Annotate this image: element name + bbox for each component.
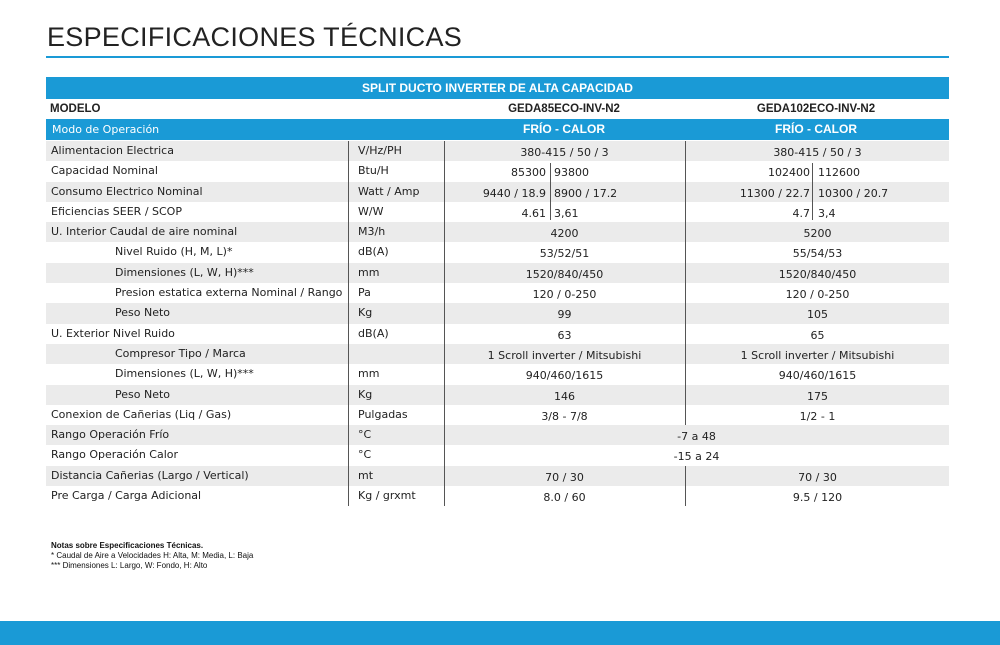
row-label: U. Interior Caudal de aire nominal (51, 225, 238, 239)
table-row (46, 202, 949, 222)
row-label: Eficiencias SEER / SCOP (51, 204, 182, 218)
row-value-1b: 8900 / 17.2 (554, 186, 618, 200)
row-value-1: 53/52/51 (539, 247, 590, 261)
row-value-1b: 93800 (554, 166, 589, 180)
row-unit: Pulgadas (358, 407, 408, 421)
table-row (46, 242, 949, 262)
row-value-2: 70 / 30 (798, 470, 837, 484)
row-unit: dB(A) (358, 245, 389, 259)
row-value-2: 9.5 / 120 (792, 491, 843, 505)
row-value-shared: -15 a 24 (673, 450, 720, 464)
model-2-name: GEDA102ECO-INV-N2 (756, 103, 876, 115)
table-row (46, 141, 949, 161)
row-unit: Btu/H (358, 164, 389, 178)
row-value-2: 65 (810, 328, 825, 342)
model-2-split-divider (812, 163, 813, 220)
row-label: Conexion de Cañerias (Liq / Gas) (51, 407, 232, 421)
table-row (46, 364, 949, 384)
row-label: Capacidad Nominal (51, 164, 158, 178)
row-unit: M3/h (358, 225, 386, 239)
row-value-2: 1 Scroll inverter / Mitsubishi (740, 348, 895, 362)
row-value-1: 70 / 30 (545, 470, 584, 484)
notes-line: * Caudal de Aire a Velocidades H: Alta, M: Media, L: Baja (51, 551, 254, 560)
row-label: Consumo Electrico Nominal (51, 184, 203, 198)
row-label: Presion estatica externa Nominal / Rango (115, 286, 343, 300)
row-value-2: 380-415 / 50 / 3 (773, 146, 862, 159)
table-row (46, 161, 949, 181)
row-unit: Kg (358, 306, 373, 320)
row-label: Compresor Tipo / Marca (115, 346, 246, 360)
table-row (46, 405, 949, 425)
table-row (46, 303, 949, 323)
row-unit: Kg / grxmt (358, 489, 416, 503)
model-1-split-divider (550, 163, 551, 220)
row-unit: dB(A) (358, 326, 389, 340)
row-value-1: 146 (554, 389, 575, 403)
row-label: U. Exterior Nivel Ruido (51, 326, 175, 340)
row-value-1: 3/8 - 7/8 (541, 409, 588, 423)
row-value-2a: 11300 / 22.7 (739, 186, 810, 200)
row-unit: mm (358, 265, 380, 279)
row-value-2b: 112600 (818, 166, 860, 180)
model-1-column-divider (444, 141, 445, 506)
row-label: Rango Operación Calor (51, 448, 179, 462)
notes-title: Notas sobre Especificaciones Técnicas. (51, 541, 204, 550)
table-row (46, 486, 949, 506)
row-value-2: 175 (807, 389, 828, 403)
row-label: Distancia Cañerias (Largo / Vertical) (51, 468, 249, 482)
row-value-1: 4200 (550, 227, 579, 241)
row-label: Peso Neto (115, 306, 171, 320)
table-row (46, 344, 949, 364)
row-value-2: 1/2 - 1 (799, 409, 836, 423)
table-row (46, 182, 949, 202)
row-label: Nivel Ruido (H, M, L)* (115, 245, 233, 259)
table-row (46, 283, 949, 303)
row-value-2: 1520/840/450 (778, 267, 857, 281)
row-unit: W/W (358, 204, 384, 218)
unit-column-divider (348, 141, 349, 506)
row-value-1a: 9440 / 18.9 (482, 186, 546, 200)
table-row (46, 324, 949, 344)
table-row (46, 222, 949, 242)
model-label: MODELO (50, 103, 101, 115)
table-row (46, 425, 949, 445)
row-value-1: 63 (557, 328, 572, 342)
row-value-1: 120 / 0-250 (532, 288, 597, 302)
operation-mode-row (46, 119, 949, 140)
row-label: Alimentacion Electrica (51, 144, 174, 157)
page-title: ESPECIFICACIONES TÉCNICAS (47, 22, 463, 52)
row-value-1a: 4.61 (521, 206, 546, 220)
table-row (46, 263, 949, 283)
table-row (46, 466, 949, 486)
row-label: Peso Neto (115, 387, 171, 401)
model-2-column-divider (685, 141, 686, 425)
row-label: Dimensiones (L, W, H)*** (115, 265, 254, 279)
row-value-1: 380-415 / 50 / 3 (520, 146, 609, 159)
row-value-1: 99 (557, 308, 572, 322)
row-value-2: 940/460/1615 (778, 369, 857, 383)
model-2-column-divider-lower (685, 466, 686, 506)
row-value-1a: 85300 (511, 166, 546, 180)
row-unit: °C (358, 448, 372, 462)
row-label: Rango Operación Frío (51, 428, 170, 442)
row-value-2: 105 (807, 308, 828, 322)
spec-table (46, 141, 949, 506)
row-unit: Watt / Amp (358, 184, 420, 198)
row-value-2b: 10300 / 20.7 (818, 186, 889, 200)
row-value-2a: 4.7 (792, 206, 810, 220)
table-row (46, 445, 949, 465)
mode-value-1: FRÍO - CALOR (523, 122, 605, 136)
row-unit: Kg (358, 387, 373, 401)
model-header-row (46, 99, 949, 119)
row-value-2b: 3,4 (818, 206, 836, 220)
mode-label: Modo de Operación (52, 123, 160, 136)
row-value-1: 940/460/1615 (525, 369, 604, 383)
row-unit: Pa (358, 286, 371, 300)
row-value-1: 8.0 / 60 (543, 491, 586, 505)
row-unit: mm (358, 367, 380, 381)
row-value-2: 55/54/53 (792, 247, 843, 261)
notes-section (51, 541, 253, 571)
row-unit: V/Hz/PH (358, 144, 402, 157)
row-value-1: 1520/840/450 (525, 267, 604, 281)
model-1-name: GEDA85ECO-INV-N2 (508, 103, 620, 115)
row-label: Pre Carga / Carga Adicional (51, 489, 202, 503)
footer-bar (0, 621, 1000, 645)
row-value-2: 120 / 0-250 (785, 288, 850, 302)
row-value-2a: 102400 (768, 166, 810, 180)
row-value-1: 1 Scroll inverter / Mitsubishi (487, 348, 642, 362)
title-divider (46, 56, 949, 58)
table-row (46, 385, 949, 405)
row-value-2: 5200 (803, 227, 832, 241)
row-label: Dimensiones (L, W, H)*** (115, 367, 254, 381)
mode-value-2: FRÍO - CALOR (775, 122, 857, 136)
product-banner: SPLIT DUCTO INVERTER DE ALTA CAPACIDAD (46, 77, 949, 99)
row-value-1b: 3,61 (554, 206, 579, 220)
row-unit: mt (358, 468, 374, 482)
row-unit: °C (358, 428, 372, 442)
notes-line: *** Dimensiones L: Largo, W: Fondo, H: Alto (51, 561, 208, 570)
row-value-shared: -7 a 48 (677, 430, 716, 444)
